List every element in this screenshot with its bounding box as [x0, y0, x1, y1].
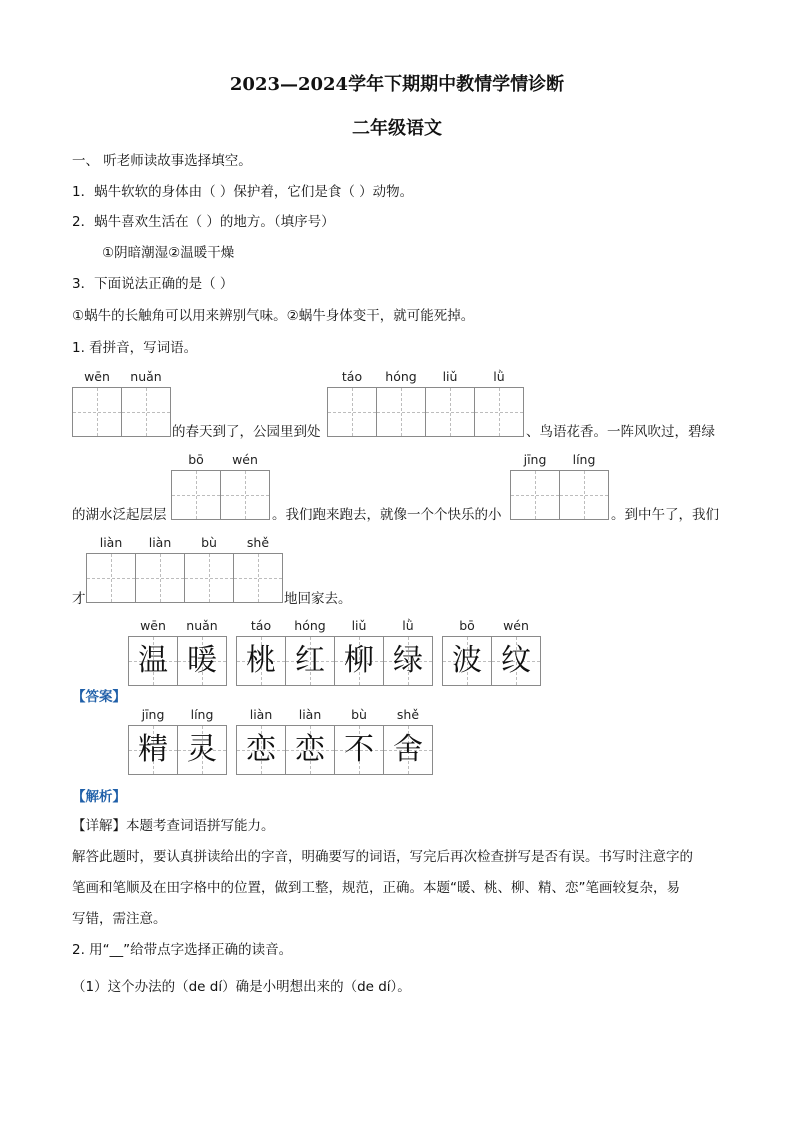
answer-char: 舍	[393, 732, 423, 767]
answer-cell	[286, 637, 335, 685]
tianzige-cell[interactable]	[87, 554, 136, 602]
tianzige-cell[interactable]	[136, 554, 185, 602]
analysis-paragraph-line: 笔画和笔顺及在田字格中的位置，做到工整，规范，正确。本题“暖、桃、柳、精、恋”笔画较复杂，易	[72, 880, 680, 896]
tianzige-cell[interactable]	[185, 554, 234, 602]
pinyin-label: liàn	[298, 707, 322, 722]
page-title: 2023—2024学年下期期中教情学情诊断	[229, 74, 565, 95]
question-1: 1．蜗牛软软的身体由（ ）保护着，它们是食（ ）动物。	[72, 184, 414, 200]
section3-question-1: （1）这个办法的（de dí）确是小明想出来的（de dí）。	[72, 979, 411, 995]
tianzige-cell[interactable]	[377, 388, 426, 436]
pinyin-label: bō	[459, 618, 475, 633]
analysis-paragraph-line: 解答此题时，要认真拼读给出的字音，明确要写的词语，写完后再次检查拼写是否有误。书写时注意字的	[72, 849, 693, 865]
pinyin-label: liàn	[99, 535, 123, 550]
section1-heading: 一、 听老师读故事选择填空。	[72, 153, 252, 169]
answer-grid	[128, 636, 227, 686]
pinyin-label: bù	[201, 535, 217, 550]
pinyin-label: hóng	[294, 618, 326, 633]
pinyin-label: liǔ	[442, 369, 458, 384]
pinyin-label: lǜ	[493, 369, 505, 384]
tianzige-cell[interactable]	[122, 388, 170, 436]
passage-text: 地回家去。	[284, 591, 352, 607]
tianzige-cell[interactable]	[475, 388, 523, 436]
answer-char: 不	[344, 732, 374, 767]
pinyin-label: shě	[396, 707, 420, 722]
tianzige-cell[interactable]	[73, 388, 122, 436]
section2-heading: 1. 看拼音，写词语。	[72, 340, 198, 356]
passage-text: 的春天到了，公园里到处	[172, 424, 321, 440]
pinyin-label: liàn	[148, 535, 172, 550]
passage-text: 。到中午了，我们	[611, 507, 719, 523]
pinyin-label: wēn	[84, 369, 110, 384]
pinyin-label: táo	[250, 618, 272, 633]
pinyin-label: nuǎn	[130, 369, 162, 384]
answer-cell	[129, 726, 178, 774]
answer-char: 波	[452, 643, 482, 678]
pinyin-label: wén	[503, 618, 529, 633]
answer-char: 精	[138, 732, 168, 767]
answer-grid	[236, 725, 433, 775]
answer-char: 柳	[344, 643, 374, 678]
answer-cell	[384, 637, 432, 685]
answer-char: 绿	[393, 643, 423, 678]
answer-cell	[286, 726, 335, 774]
answer-cell	[237, 637, 286, 685]
pinyin-label: táo	[341, 369, 363, 384]
answer-grid	[442, 636, 541, 686]
pinyin-label: shě	[246, 535, 270, 550]
answer-char: 红	[295, 643, 325, 678]
tianzige-cell[interactable]	[234, 554, 282, 602]
pinyin-label: lǜ	[402, 618, 414, 633]
analysis-detail: 【详解】本题考查词语拼写能力。	[72, 818, 275, 834]
pinyin-label: bù	[351, 707, 367, 722]
passage-text: 、鸟语花香。一阵风吹过，碧绿	[526, 424, 715, 440]
answer-cell	[492, 637, 540, 685]
answer-cell	[129, 637, 178, 685]
answer-cell	[237, 726, 286, 774]
tianzige-cell[interactable]	[426, 388, 475, 436]
pinyin-label: jīng	[523, 452, 547, 467]
question-2: 2．蜗牛喜欢生活在（ ）的地方。（填序号）	[72, 214, 335, 230]
answer-cell	[443, 637, 492, 685]
pinyin-label: jīng	[141, 707, 165, 722]
answer-char: 恋	[295, 732, 325, 767]
tianzige-grid[interactable]	[510, 470, 609, 520]
pinyin-label: líng	[190, 707, 214, 722]
pinyin-label: liàn	[249, 707, 273, 722]
tianzige-grid[interactable]	[72, 387, 171, 437]
answer-cell	[335, 726, 384, 774]
answer-label: 【答案】	[72, 689, 126, 705]
answer-char: 灵	[187, 732, 217, 767]
passage-text: 才	[72, 591, 86, 607]
pinyin-label: liǔ	[351, 618, 367, 633]
tianzige-cell[interactable]	[172, 471, 221, 519]
pinyin-label: bō	[188, 452, 204, 467]
section3-heading: 2. 用“__”给带点字选择正确的读音。	[72, 942, 293, 958]
answer-char: 暖	[187, 643, 217, 678]
passage-text: 的湖水泛起层层	[72, 507, 167, 523]
answer-char: 桃	[246, 643, 276, 678]
question-3: 3．下面说法正确的是（ ）	[72, 276, 234, 292]
answer-cell	[335, 637, 384, 685]
pinyin-label: wēn	[140, 618, 166, 633]
tianzige-cell[interactable]	[328, 388, 377, 436]
pinyin-label: líng	[572, 452, 596, 467]
tianzige-grid[interactable]	[171, 470, 270, 520]
question-3-options: ①蜗牛的长触角可以用来辨别气味。②蜗牛身体变干，就可能死掉。	[72, 308, 475, 324]
answer-char: 温	[138, 643, 168, 678]
tianzige-cell[interactable]	[560, 471, 608, 519]
answer-cell	[178, 637, 226, 685]
answer-char: 恋	[246, 732, 276, 767]
tianzige-cell[interactable]	[221, 471, 269, 519]
pinyin-label: wén	[232, 452, 258, 467]
answer-grid	[128, 725, 227, 775]
page-subtitle: 二年级语文	[352, 118, 442, 139]
answer-grid	[236, 636, 433, 686]
analysis-paragraph-line: 写错，需注意。	[72, 911, 167, 927]
question-2-options: ①阴暗潮湿②温暖干燥	[102, 245, 235, 261]
analysis-label: 【解析】	[72, 789, 126, 805]
answer-char: 纹	[501, 643, 531, 678]
answer-cell	[384, 726, 432, 774]
tianzige-cell[interactable]	[511, 471, 560, 519]
tianzige-grid[interactable]	[86, 553, 283, 603]
answer-cell	[178, 726, 226, 774]
tianzige-grid[interactable]	[327, 387, 524, 437]
pinyin-label: nuǎn	[186, 618, 218, 633]
passage-text: 。我们跑来跑去，就像一个个快乐的小	[272, 507, 502, 523]
pinyin-label: hóng	[385, 369, 417, 384]
